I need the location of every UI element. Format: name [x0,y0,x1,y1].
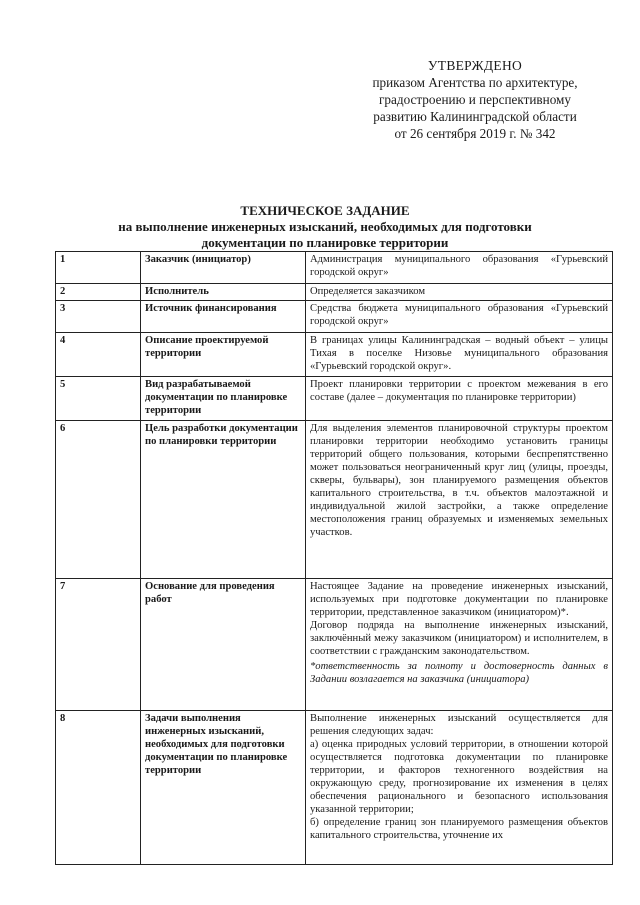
row-value: Выполнение инженерных изысканий осуществляется для решения следующих задач: [310,713,608,737]
table-row [56,333,613,377]
approval-line: развитию Калининградской области [373,109,577,124]
row-value: Для выделения элементов планировочной структуры проектом планировки территории необходимо установить границы территорий общего пользования, которыми беспрепятственно может пользоваться неограниченный круг лиц (улицы, проезды, скверы, бульвары), зон планируемого размещения объектов капитального строительства, в т.ч. объектов малоэтажной и индивидуальной жилой застройки, а также определение местоположения границ образуемых и изменяемых земельных участков. [306,421,613,579]
row-number: 7 [56,579,141,711]
row-label: Источник финансирования [141,301,306,333]
row-value: Определяется заказчиком [306,284,613,301]
approval-stamp [340,57,610,142]
row-number: 1 [56,252,141,284]
row-label: Задачи выполнения инженерных изысканий, необходимых для подготовки документации по планировке территории [141,711,306,865]
row-value: Настоящее Задание на проведение инженерных изысканий, используемых при подготовке документации по планировке территории, представленное заказчиком (инициатором)*. [310,581,608,618]
table-row [56,301,613,333]
row-label: Основание для проведения работ [141,579,306,711]
table-row [56,377,613,421]
approval-line: градостроению и перспективному [379,92,571,107]
title-sub: документации по планировке территории [201,235,449,250]
row-label: Исполнитель [141,284,306,301]
row-value: а) оценка природных условий территории, в отношении которой осуществляется подготовка документации по планировке территории, и факторов техногенного воздействия на окружающую среду, прогнозирование их изменения в целях обеспечения рационального и безопасного использования указанной территории; [310,739,608,815]
document-title [40,203,610,251]
row-label: Заказчик (инициатор) [141,252,306,284]
requirements-table [55,251,613,865]
row-value: В границах улицы Калининградская – водный объект – улицы Тихая в поселке Низовье муниципального образования «Гурьевский городской округ». [306,333,613,377]
row-value: б) определение границ зон планируемого размещения объектов капитального строительства, уточнение их [310,817,608,841]
row-footnote: *ответственность за полноту и достоверность данных в Задании возлагается на заказчика (инициатора) [310,661,608,685]
row-label: Вид разрабатываемой документации по планировке территории [141,377,306,421]
row-number: 3 [56,301,141,333]
approval-heading: УТВЕРЖДЕНО [427,58,523,73]
row-number: 4 [56,333,141,377]
table-row [56,421,613,579]
title-sub: на выполнение инженерных изысканий, необходимых для подготовки [118,219,532,234]
row-value-cell [306,579,613,711]
row-number: 2 [56,284,141,301]
row-label: Описание проектируемой территории [141,333,306,377]
table-row [56,711,613,865]
row-value-cell [306,711,613,865]
row-number: 6 [56,421,141,579]
row-label: Цель разработки документации по планировки территории [141,421,306,579]
row-number: 5 [56,377,141,421]
row-value: Средства бюджета муниципального образования «Гурьевский городской округ» [306,301,613,333]
row-number: 8 [56,711,141,865]
title-main: ТЕХНИЧЕСКОЕ ЗАДАНИЕ [240,203,410,218]
table-row [56,284,613,301]
row-value: Договор подряда на выполнение инженерных изысканий, заключённый межу заказчиком (инициатором) и исполнителем, в соответствии с гражданским законодательством. [310,620,608,657]
approval-line: приказом Агентства по архитектуре, [372,75,578,90]
row-value: Администрация муниципального образования «Гурьевский городской округ» [306,252,613,284]
row-value: Проект планировки территории с проектом межевания в его составе (далее – документация по планировке территории) [306,377,613,421]
approval-date: от 26 сентября 2019 г. № 342 [394,126,556,141]
table-row [56,252,613,284]
table-row [56,579,613,711]
